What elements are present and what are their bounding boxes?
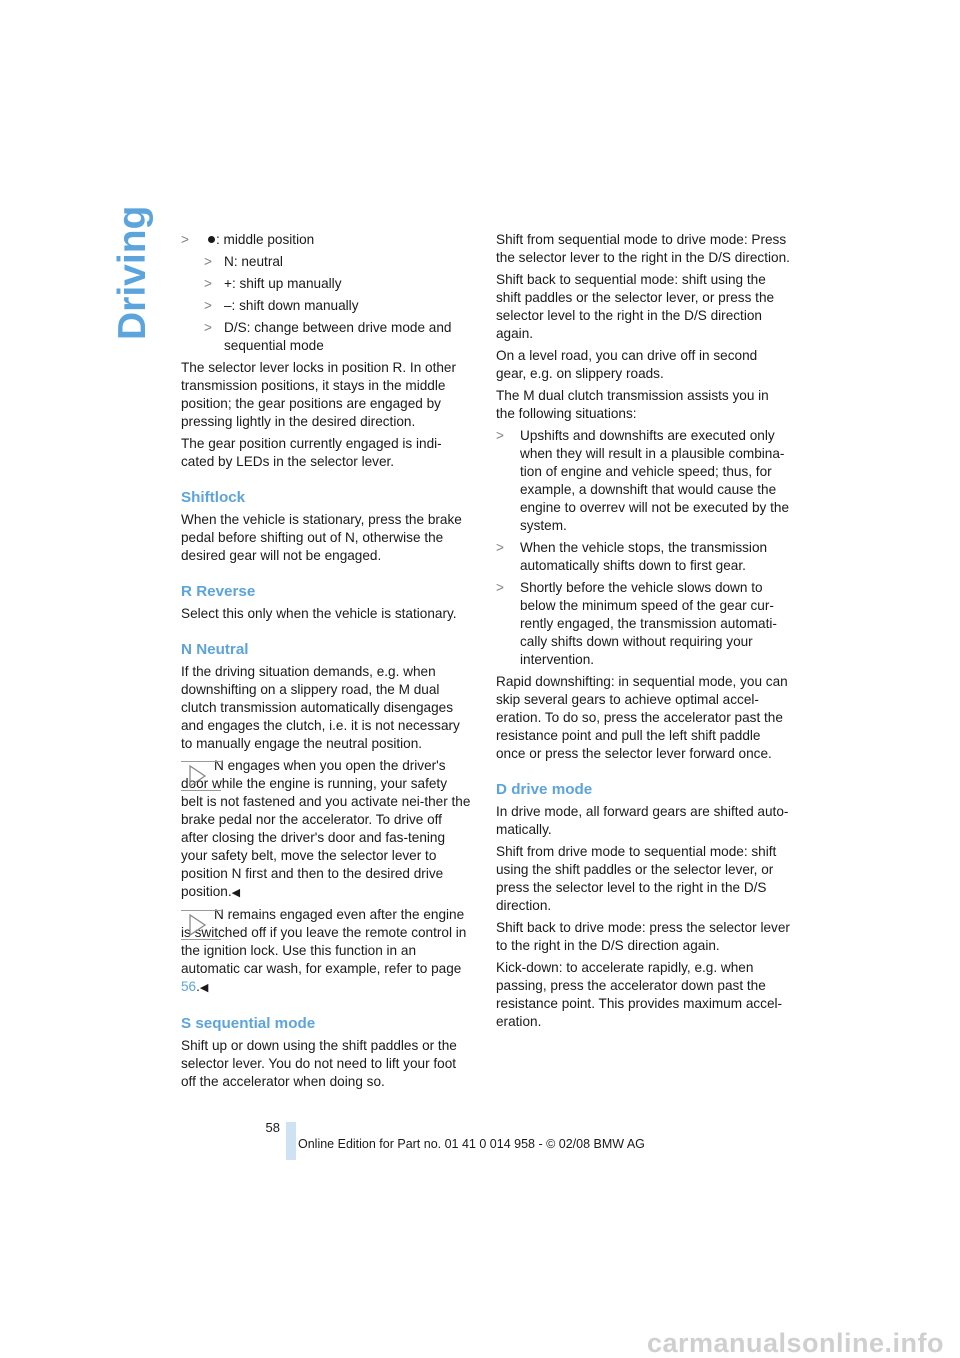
list-item: > When the vehicle stops, the transmission automatically shifts down to first gear. bbox=[496, 540, 768, 573]
paragraph: Shift up or down using the shift paddles or the selector lever. You do not need to lift your foot off the accelerator when doing so. bbox=[181, 1038, 457, 1089]
bullet-marker: > bbox=[204, 276, 212, 291]
note-triangle-icon bbox=[181, 910, 221, 940]
paragraph: The M dual clutch transmission assists you in the following situations: bbox=[496, 388, 769, 421]
bullet-marker: > bbox=[181, 232, 189, 247]
paragraph: The selector lever locks in position R. In other transmission positions, it stays in the middle position; the gear positions are engaged by pressing lightly in the desired direction. bbox=[181, 360, 457, 429]
sequential-heading: S sequential mode bbox=[181, 1015, 316, 1032]
note: N remains engaged even after the engine is switched off if you leave the remote control in the ignition lock. Use this function in an automatic car wash, for example, refer to page 56.◀ bbox=[181, 907, 467, 994]
paragraph: Kick-down: to accelerate rapidly, e.g. when passing, press the accelerator down past the resistance point. This provides maximum accel-eration. bbox=[496, 960, 783, 1029]
section-title-text: Driving bbox=[111, 205, 154, 340]
reverse-heading: R Reverse bbox=[181, 583, 256, 600]
paragraph: In drive mode, all forward gears are shifted auto-matically. bbox=[496, 804, 789, 837]
shiftlock-heading: Shiftlock bbox=[181, 489, 246, 506]
end-mark: ◀ bbox=[199, 982, 209, 994]
left-column bbox=[181, 231, 471, 1095]
list-item: > Upshifts and downshifts are executed only when they will result in a plausible combina-tion of engine and vehicle speed; thus, for example, a downshift that would cause the engine to overrev will not be executed by the system. bbox=[496, 428, 790, 533]
paragraph: When the vehicle is stationary, press the brake pedal before shifting out of N, otherwise the desired gear will not be engaged. bbox=[181, 512, 462, 563]
paragraph: Select this only when the vehicle is stationary. bbox=[181, 606, 457, 621]
list-item: > D/S: change between drive mode and sequential mode bbox=[204, 320, 452, 353]
paragraph: Shift from drive mode to sequential mode: shift using the shift paddles or the selector lever, or press the selector level to the right in the D/S direction. bbox=[496, 844, 777, 913]
paragraph: If the driving situation demands, e.g. when downshifting on a slippery road, the M dual clutch transmission automatically disengages and engages the clutch, i.e. it is not necessary to manually engage the neutral position. bbox=[181, 664, 460, 751]
paragraph: Rapid downshifting: in sequential mode, you can skip several gears to achieve optimal accel-eration. To do so, press the accelerator past the resistance point and pull the left shift paddle once or press the selector lever forward once. bbox=[496, 674, 788, 761]
paragraph: On a level road, you can drive off in second gear, e.g. on slippery roads. bbox=[496, 348, 758, 381]
footer-edition: Online Edition for Part no. 01 41 0 014 958 - © 02/08 BMW AG bbox=[298, 1137, 645, 1151]
page-link[interactable]: 56 bbox=[181, 979, 197, 994]
page-number: 58 bbox=[265, 1120, 280, 1135]
paragraph: Shift back to drive mode: press the selector lever to the right in the D/S direction again. bbox=[496, 920, 790, 953]
list-item: > : middle position bbox=[181, 232, 315, 247]
paragraph: Shift from sequential mode to drive mode: Press the selector lever to the right in the D/S direction. bbox=[496, 232, 790, 265]
note-triangle-icon bbox=[181, 761, 221, 791]
bullet-marker: > bbox=[204, 298, 212, 313]
paragraph: The gear position currently engaged is indi-cated by LEDs in the selector lever. bbox=[181, 436, 442, 469]
list-item: > –: shift down manually bbox=[204, 298, 359, 313]
list-item: > Shortly before the vehicle slows down to below the minimum speed of the gear cur-rently engaged, the transmission automati-cally shifts down without requiring your intervention. bbox=[496, 580, 777, 667]
watermark: carmanualsonline.info bbox=[646, 1328, 944, 1358]
bullet-marker: > bbox=[204, 254, 212, 269]
middle-position-dot-icon bbox=[208, 236, 215, 243]
footer-bar bbox=[286, 1122, 296, 1160]
bullet-marker: > bbox=[496, 428, 504, 443]
bullet-marker: > bbox=[204, 320, 212, 335]
section-title bbox=[110, 205, 156, 340]
neutral-heading: N Neutral bbox=[181, 641, 249, 658]
list-item: > N: neutral bbox=[204, 254, 283, 269]
bullet-marker: > bbox=[496, 580, 504, 595]
paragraph: Shift back to sequential mode: shift using the shift paddles or the selector lever, or press the selector level to the right in the D/S direction again. bbox=[496, 272, 775, 341]
bullet-marker: > bbox=[496, 540, 504, 555]
note: N engages when you open the driver's door while the engine is running, your safety belt is not fastened and you activate nei-ther the brake pedal nor the accelerator. To drive off after closing the driver's door and fas-tening your safety belt, move the selector lever to position N first and then to the desired drive position.◀ bbox=[181, 758, 471, 899]
drive-heading: D drive mode bbox=[496, 781, 593, 798]
list-item: > +: shift up manually bbox=[204, 276, 342, 291]
right-column bbox=[496, 231, 791, 1035]
end-mark: ◀ bbox=[231, 887, 241, 899]
